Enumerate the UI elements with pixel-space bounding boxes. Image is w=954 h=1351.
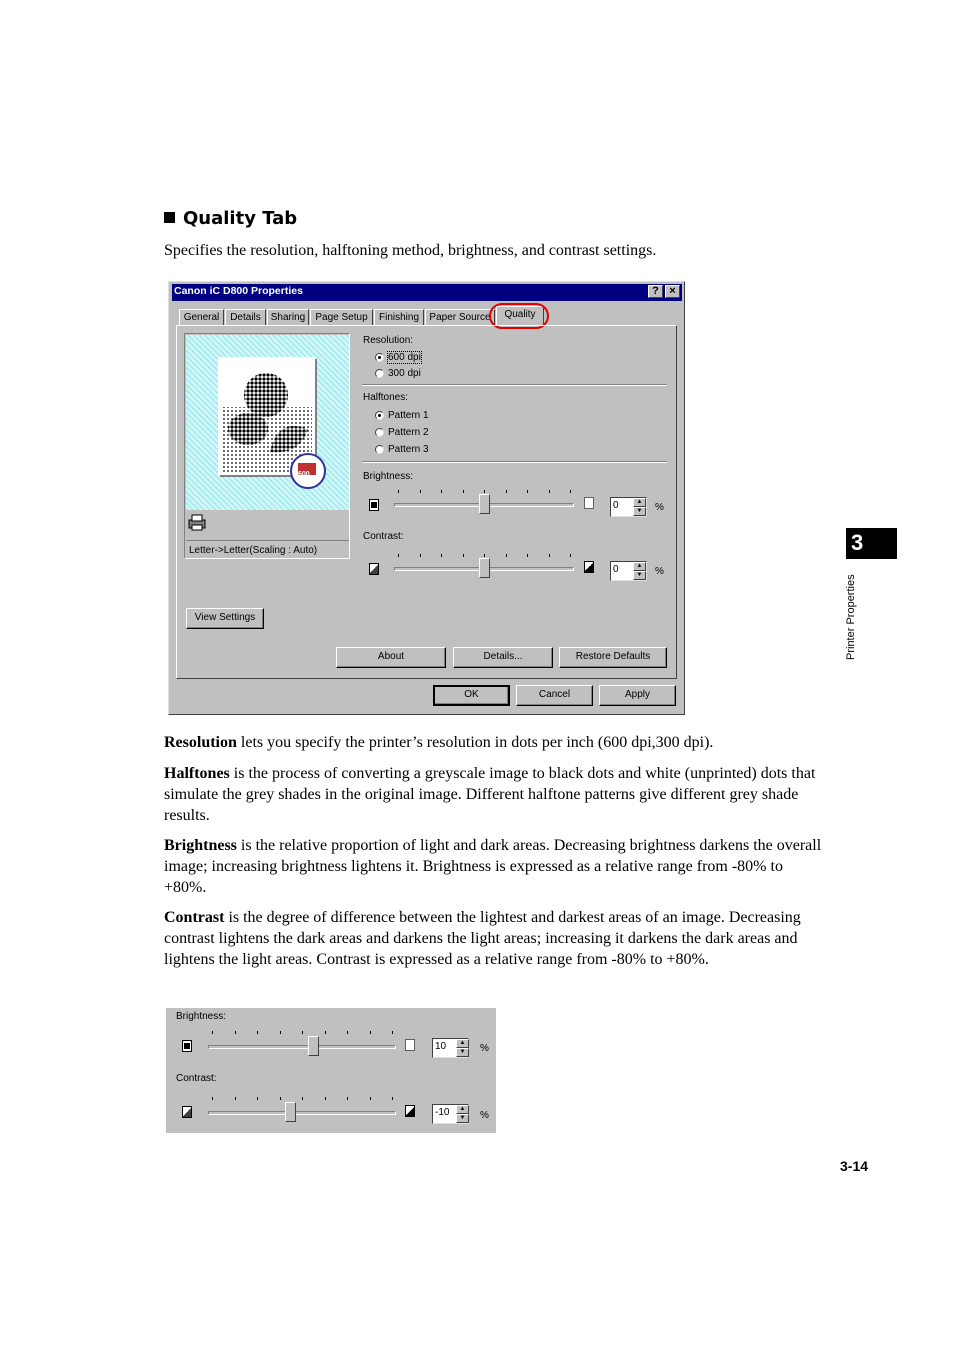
- slider-tick: [463, 490, 464, 493]
- slider-tick: [392, 1097, 393, 1100]
- example-brightness-unit: %: [480, 1043, 489, 1054]
- slider-tick: [398, 554, 399, 557]
- example-contrast-label: Contrast:: [176, 1073, 217, 1084]
- contrast-spin-up[interactable]: ▲: [633, 562, 646, 571]
- example-contrast-unit: %: [480, 1110, 489, 1121]
- halftone-preview-graphic: [218, 357, 328, 492]
- radio-pattern-3[interactable]: [375, 445, 384, 454]
- radio-pattern-2[interactable]: [375, 428, 384, 437]
- dialog-title: Canon iC D800 Properties: [174, 285, 303, 297]
- radio-pattern-2-label: Pattern 2: [388, 427, 429, 438]
- contrast-slider[interactable]: [394, 553, 574, 579]
- contrast-unit: %: [655, 566, 664, 577]
- contrast-label: Contrast:: [363, 531, 404, 542]
- ok-button[interactable]: OK: [433, 685, 510, 706]
- slider-tick: [420, 554, 421, 557]
- brightness-unit: %: [655, 502, 664, 513]
- halftones-label: Halftones:: [363, 392, 409, 403]
- example-brightness-thumb[interactable]: [308, 1036, 319, 1056]
- slider-tick: [280, 1031, 281, 1034]
- paper-size-text: Letter->Letter(Scaling : Auto): [189, 545, 318, 556]
- slider-tick: [325, 1097, 326, 1100]
- slider-tick: [484, 490, 485, 493]
- tab-sharing[interactable]: Sharing: [267, 309, 309, 325]
- example-contrast-spin-up[interactable]: ▲: [456, 1105, 469, 1114]
- example-contrast-spinbox[interactable]: -10: [432, 1104, 469, 1124]
- resolution-label: Resolution:: [363, 335, 414, 346]
- brightness-light-icon: [584, 497, 594, 509]
- slider-tick: [280, 1097, 281, 1100]
- example-contrast-track: [208, 1111, 396, 1115]
- slider-tick: [212, 1097, 213, 1100]
- slider-tick: [570, 554, 571, 557]
- radio-pattern-1[interactable]: [375, 411, 384, 420]
- contrast-paragraph: [164, 907, 829, 970]
- slider-tick: [398, 490, 399, 493]
- slider-tick: [347, 1097, 348, 1100]
- resolution-badge: 600: [298, 471, 310, 478]
- example-contrast-spin-down[interactable]: ▼: [456, 1114, 469, 1123]
- brightness-spin-up[interactable]: ▲: [633, 498, 646, 507]
- tab-details[interactable]: Details: [225, 309, 266, 325]
- slider-tick: [506, 554, 507, 557]
- halftones-separator: [362, 461, 667, 463]
- section-heading: [164, 208, 297, 229]
- brightness-description: is the relative proportion of light and dark areas. Decreasing brightness darkens the overall image; increasing brightness lightens it. Brightness is expressed as a relative range from -80% to +80%.: [164, 837, 822, 896]
- slider-tick: [527, 554, 528, 557]
- slider-tick: [302, 1031, 303, 1034]
- preview-divider: [186, 540, 349, 541]
- contrast-spinbox[interactable]: 0: [610, 561, 647, 581]
- example-brightness-slider[interactable]: [208, 1030, 396, 1056]
- slider-tick: [370, 1031, 371, 1034]
- radio-300dpi[interactable]: [375, 369, 384, 378]
- slider-tick: [235, 1031, 236, 1034]
- details-button[interactable]: Details...: [453, 647, 553, 668]
- brightness-paragraph: [164, 835, 829, 898]
- brightness-slider[interactable]: [394, 489, 574, 515]
- radio-300dpi-label: 300 dpi: [388, 368, 421, 379]
- example-brightness-spin-down[interactable]: ▼: [456, 1048, 469, 1057]
- brightness-term: Brightness: [164, 837, 237, 854]
- example-brightness-spin-up[interactable]: ▲: [456, 1039, 469, 1048]
- tab-page-setup[interactable]: Page Setup: [310, 309, 373, 325]
- slider-tick: [392, 1031, 393, 1034]
- slider-tick: [463, 554, 464, 557]
- brightness-thumb[interactable]: [479, 494, 490, 514]
- chapter-label: Printer Properties: [845, 574, 857, 660]
- contrast-spin-down[interactable]: ▼: [633, 571, 646, 580]
- resolution-separator: [362, 384, 667, 386]
- halftones-paragraph: [164, 763, 829, 826]
- tab-quality[interactable]: Quality: [496, 306, 544, 326]
- tab-finishing[interactable]: Finishing: [374, 309, 424, 325]
- radio-pattern-3-label: Pattern 3: [388, 444, 429, 455]
- radio-pattern-1-label: Pattern 1: [388, 410, 429, 421]
- example-contrast-slider[interactable]: [208, 1096, 396, 1122]
- help-button[interactable]: ?: [648, 285, 663, 298]
- halftones-term: Halftones: [164, 765, 230, 782]
- contrast-high-icon: [584, 561, 594, 573]
- example-contrast-low-icon: [182, 1106, 192, 1118]
- contrast-description: is the degree of difference between the lightest and darkest areas of an image. Decreasing contrast lightens the dark areas and darkens the light areas; increasing it darkens the dark areas and lightens the light areas. Contrast is expressed as a relative range from -80% to +80%.: [164, 909, 801, 968]
- brightness-spinbox[interactable]: 0: [610, 497, 647, 517]
- slider-tick: [212, 1031, 213, 1034]
- slider-tick: [420, 490, 421, 493]
- apply-button[interactable]: Apply: [599, 685, 676, 706]
- printer-icon: [188, 513, 208, 531]
- radio-600dpi-label: 600 dpi: [388, 352, 421, 363]
- brightness-dark-icon: [369, 499, 379, 511]
- tab-paper-source[interactable]: Paper Source: [425, 309, 495, 325]
- chapter-number: 3: [851, 530, 864, 555]
- cancel-button[interactable]: Cancel: [516, 685, 593, 706]
- radio-600dpi[interactable]: [375, 353, 384, 362]
- restore-defaults-button[interactable]: Restore Defaults: [559, 647, 667, 668]
- slider-tick: [257, 1097, 258, 1100]
- slider-tick: [441, 490, 442, 493]
- slider-tick: [347, 1031, 348, 1034]
- example-brightness-label: Brightness:: [176, 1011, 227, 1022]
- contrast-low-icon: [369, 563, 379, 575]
- page-number: 3-14: [840, 1158, 869, 1174]
- slider-tick: [549, 490, 550, 493]
- example-contrast-high-icon: [405, 1105, 415, 1117]
- slider-tick: [549, 554, 550, 557]
- resolution-term: Resolution: [164, 734, 237, 751]
- example-brightness-spinbox[interactable]: 10: [432, 1038, 469, 1058]
- slider-tick: [506, 490, 507, 493]
- resolution-paragraph: [164, 732, 829, 753]
- section-title: Quality Tab: [183, 208, 298, 229]
- slider-tick: [235, 1097, 236, 1100]
- slider-tick: [370, 1097, 371, 1100]
- contrast-term: Contrast: [164, 909, 225, 926]
- example-brightness-dark-icon: [182, 1040, 192, 1052]
- resolution-description: lets you specify the printer’s resolution in dots per inch (600 dpi,300 dpi).: [236, 734, 714, 751]
- halftones-description: is the process of converting a greyscale image to black dots and white (unprinted) dots that simulate the grey shades in the original image. Different halftone patterns give different grey shade results.: [164, 765, 816, 824]
- brightness-label: Brightness:: [363, 471, 414, 482]
- slider-tick: [441, 554, 442, 557]
- about-button[interactable]: About: [336, 647, 446, 668]
- brightness-spin-down[interactable]: ▼: [633, 507, 646, 516]
- slider-tick: [570, 490, 571, 493]
- slider-tick: [325, 1031, 326, 1034]
- example-brightness-light-icon: [405, 1039, 415, 1051]
- slider-tick: [257, 1031, 258, 1034]
- view-settings-button[interactable]: View Settings: [186, 608, 264, 629]
- slider-tick: [302, 1097, 303, 1100]
- tab-general[interactable]: General: [179, 309, 224, 325]
- close-button[interactable]: ×: [665, 285, 680, 298]
- slider-tick: [527, 490, 528, 493]
- square-bullet-icon: [164, 212, 175, 223]
- example-contrast-thumb[interactable]: [285, 1102, 296, 1122]
- example-brightness-track: [208, 1045, 396, 1049]
- slider-tick: [484, 554, 485, 557]
- contrast-thumb[interactable]: [479, 558, 490, 578]
- section-intro: Specifies the resolution, halftoning method, brightness, and contrast settings.: [164, 242, 657, 259]
